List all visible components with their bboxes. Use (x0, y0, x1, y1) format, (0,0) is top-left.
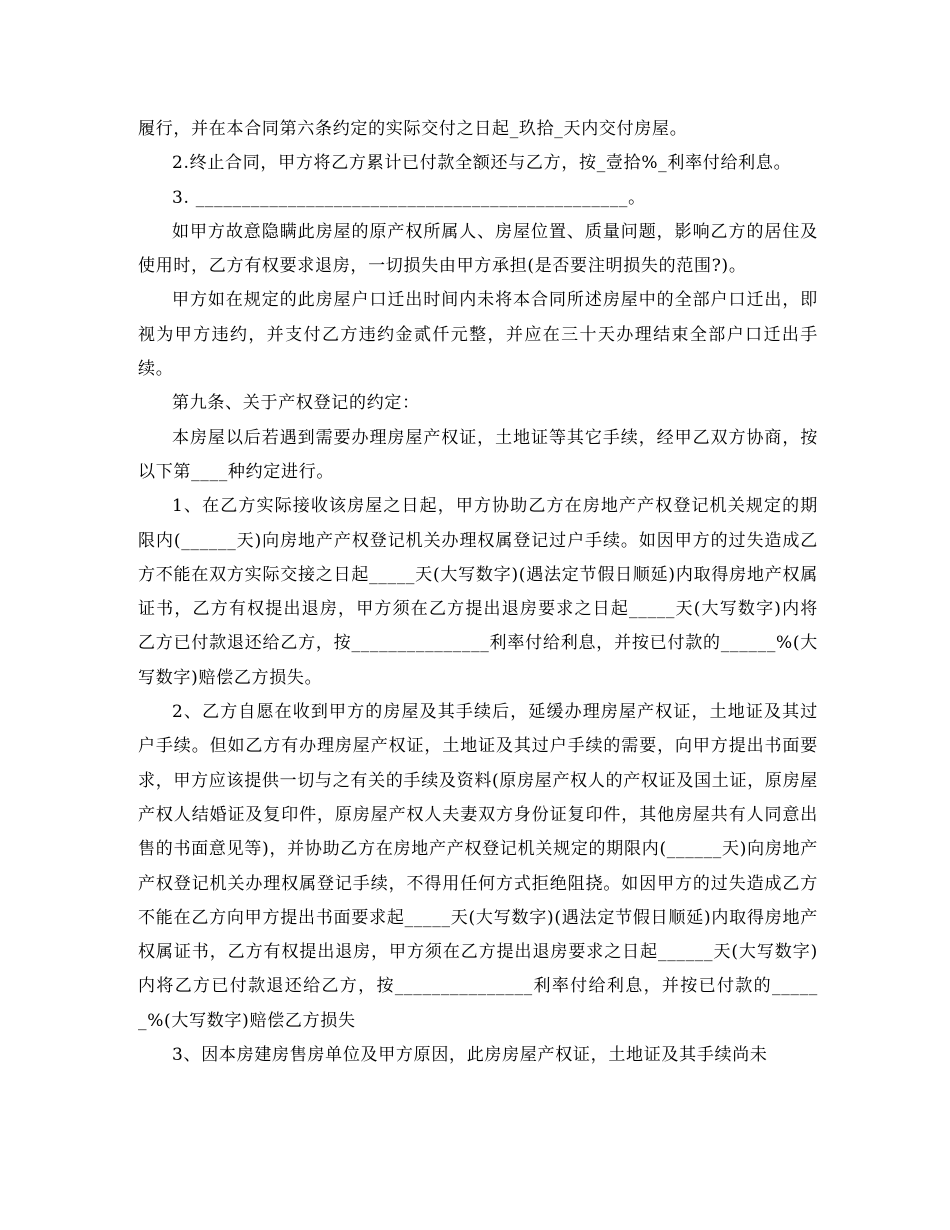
paragraph-concealment-clause: 如甲方故意隐瞒此房屋的原产权所属人、房屋位置、质量问题，影响乙方的居住及使用时，乙方有权要求退房，一切损失由甲方承担(是否要注明损失的范围?)。 (138, 221, 818, 277)
paragraph-continuation: 履行，并在本合同第六条约定的实际交付之日起_玖拾_天内交付房屋。 (138, 119, 688, 139)
document-body (138, 112, 818, 1072)
paragraph-article-9-intro: 本房屋以后若遇到需要办理房屋产权证，土地证等其它手续，经甲乙双方协商，按以下第____种约定进行。 (138, 427, 818, 482)
section-heading-article-9: 第九条、关于产权登记的约定： (172, 393, 420, 414)
paragraph-option-1: 1、在乙方实际接收该房屋之日起，甲方协助乙方在房地产产权登记机关规定的期限内(______天)向房地产产权登记机关办理权属登记过户手续。如因甲方的过失造成乙方不能在双方实际交接之日起_____天(大写数字)(遇法定节假日顺延)内取得房地产权属证书，乙方有权提出退房，甲方须在乙方提出退房要求之日起_____天(大写数字)内将乙方已付款退还给乙方，按_______________利率付给利息，并按已付款的______%(大写数字)赔偿乙方损失。 (138, 496, 818, 688)
paragraph-blank-option: 3. _______________________________________________。 (172, 187, 646, 208)
paragraph-option-2: 2、乙方自愿在收到甲方的房屋及其手续后，延缓办理房屋产权证，土地证及其过户手续。但如乙方有办理房屋产权证，土地证及其过户手续的需要，向甲方提出书面要求，甲方应该提供一切与之有关的手续及资料(原房屋产权人的产权证及国土证，原房屋产权人结婚证及复印件，原房屋产权人夫妻双方身份证复印件，其他房屋共有人同意出售的书面意见等)，并协助乙方在房地产产权登记机关规定的期限内(______天)向房地产产权登记机关办理权属登记手续，不得用任何方式拒绝阻挠。如因甲方的过失造成乙方不能在乙方向甲方提出书面要求起_____天(大写数字)(遇法定节假日顺延)内取得房地产权属证书，乙方有权提出退房，甲方须在乙方提出退房要求之日起______天(大写数字)内将乙方已付款退还给乙方，按_______________利率付给利息，并按已付款的______%(大写数字)赔偿乙方损失 (138, 702, 818, 1031)
paragraph-option-3: 3、因本房建房售房单位及甲方原因，此房房屋产权证，土地证及其手续尚未 (172, 1045, 768, 1066)
paragraph-household-registration-clause: 甲方如在规定的此房屋户口迁出时间内未将本合同所述房屋中的全部户口迁出，即视为甲方违约，并支付乙方违约金贰仟元整，并应在三十天办理结束全部户口迁出手续。 (138, 290, 818, 380)
paragraph-termination-option: 2.终止合同，甲方将乙方累计已付款全额还与乙方，按_壹拾%_利率付给利息。 (172, 153, 792, 174)
